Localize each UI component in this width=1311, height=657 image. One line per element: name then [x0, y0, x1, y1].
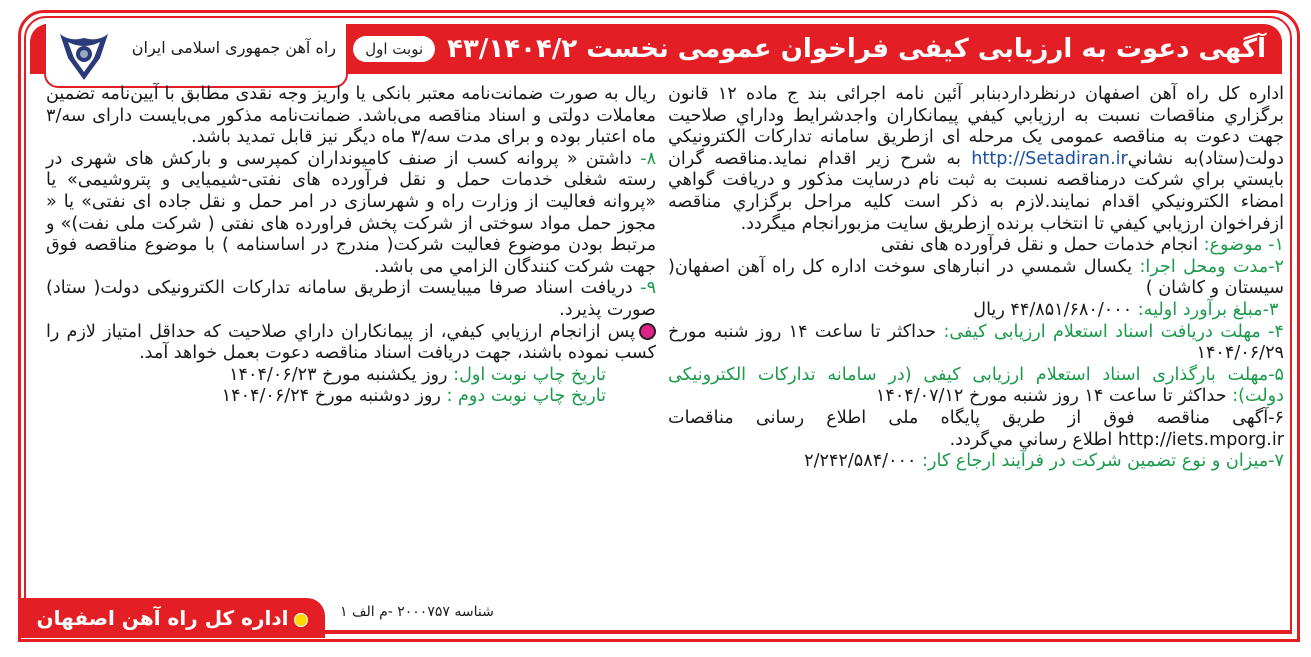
- right-column: [668, 84, 1284, 473]
- bottom-rule: [320, 630, 1290, 634]
- organization-box: [44, 24, 348, 88]
- header-row: [360, 24, 1266, 74]
- item-6: [668, 408, 1284, 451]
- item-label: ۷-میزان و نوع تضمین شرکت در فرآیند ارجاع کار:: [922, 451, 1284, 472]
- ad-title: آگهی دعوت به ارزیابی کیفی فراخوان عمومی نخست ۴۳/۱۴۰۴/۲: [447, 34, 1266, 64]
- print-date-1: [46, 365, 656, 387]
- issuer-name: اداره کل راه آهن اصفهان: [36, 606, 289, 630]
- item-label: ۱- موضوع:: [1203, 235, 1284, 256]
- yellow-dot-icon: [294, 613, 308, 627]
- item-text: دریافت اسناد صرفا میبایست ازطریق سامانه تدارکات الکترونیکی دولت( ستاد) صورت پذیرد.: [46, 278, 656, 320]
- item-9: [46, 278, 656, 321]
- item-label: ۸-: [640, 148, 657, 169]
- item-text: انجام خدمات حمل و نقل فرآورده های نفتی: [880, 235, 1199, 256]
- item-text: حداکثر تا ساعت ۱۴ روز شنبه مورخ ۱۴۰۴/۰۷/۱۲: [875, 386, 1227, 407]
- item-text: داشتن « پروانه کسب از صنف کامیونداران کمپرسی و بارکش های شهری در رسته شغلی خدمات حمل و نقل فرآورده های نفتی-شیمیایی و پتروشیمی» یا «پروانه فعالیت از وزارت راه و شهرسازی در امر حمل و نقل جاده ای نفتی» یا « مجوز حمل مواد سوختی از شرکت پخش فراورده های نفتی ( شرکت ملی نفت)» و مرتبط بودن موضوع فعالیت شرکت( مندرج در اساسنامه ) با موضوع مناقصه فوق جهت شرکت کنندگان الزامي می باشد.: [46, 148, 656, 277]
- note-paragraph: [46, 322, 656, 365]
- bullet-dot-icon: [639, 323, 656, 340]
- item-text: ۲/۲۴۲/۵۸۴/۰۰۰: [804, 451, 917, 472]
- item-5: [668, 365, 1284, 408]
- item-label: ۲-مدت ومحل اجرا:: [1139, 256, 1284, 277]
- item-4: [668, 322, 1284, 365]
- left-column: [46, 84, 656, 408]
- item-label: ۳-مبلغ برآورد اولیه:: [1137, 299, 1279, 320]
- item-1: [668, 235, 1284, 257]
- ad-id: شناسه ۲۰۰۰۷۵۷ -م الف ۱: [340, 604, 494, 620]
- item-text: یکسال شمسي در انبارهای سوخت اداره کل راه آهن اصفهان( سیستان و کاشان ): [668, 256, 1284, 299]
- item-7: [668, 451, 1284, 473]
- issuer-tag: [20, 598, 325, 638]
- item-label: ۴- مهلت دریافت اسناد استعلام ارزیابی کیفی:: [943, 321, 1284, 342]
- setadiran-link[interactable]: http://Setadiran.ir: [971, 148, 1128, 169]
- item-label: ۵-مهلت بارگذاری اسناد استعلام ارزیابی کیفی (در سامانه تدارکات الکترونیکی دولت):: [668, 364, 1284, 407]
- date-text: روز یکشنبه مورخ ۱۴۰۴/۰۶/۲۳: [229, 364, 448, 385]
- organization-name: راه آهن جمهوری اسلامی ایران: [131, 38, 336, 57]
- intro-text: اداره کل راه آهن اصفهان درنظرداردبنابر آئین نامه اجرائی بند ج ماده ۱۲ قانون برگزاري مناقصات نسبت به ارزيابي كيفي پيمانكاران واجدشرايط وداراي صلاحيت جهت دعوت به مناقصه عمومی یک مرحله ای ازطريق سامانه تداركات الكترونيكي دولت(ستاد)به نشاني: [668, 84, 1284, 169]
- guarantee-paragraph: ریال به صورت ضمانت‌نامه معتبر بانکی یا واریز وجه نقدی مطابق با آیین‌نامه تضمین معاملات دولتی و اسناد مناقصه می‌باشد. ضمانت‌نامه مذکور می‌بایست دارای سه/۳ ماه اعتبار بوده و برای مدت سه/۳ ماه دیگر نیز قابل تمدید باشد.: [46, 84, 656, 148]
- intro-paragraph: [668, 84, 1284, 235]
- item-text: ۶-آگهی مناقصه فوق از طریق پایگاه ملی اطلاع رسانی مناقصات http://iets.mporg.ir اطلاع رساني مي‌گردد.: [668, 407, 1284, 450]
- item-8: [46, 149, 656, 279]
- round-badge: نوبت اول: [353, 36, 435, 62]
- item-2: [668, 257, 1284, 300]
- item-3: [668, 300, 1284, 322]
- item-text: حداکثر تا ساعت ۱۴ روز شنبه مورخ ۱۴۰۴/۰۶/۲۹: [668, 321, 1284, 364]
- date-text: روز دوشنبه مورخ ۱۴۰۴/۰۶/۲۴: [221, 386, 441, 407]
- date-label: تاریخ چاپ نوبت اول:: [453, 364, 606, 385]
- item-label: ۹-: [640, 278, 657, 299]
- railway-emblem-icon: [56, 28, 112, 82]
- print-date-2: [46, 386, 656, 408]
- note-text: پس ازانجام ارزيابي كيفي، از پيمانكاران داراي صلاحيت كه حداقل امتياز لازم را كسب نموده باشند، جهت دريافت اسناد مناقصه دعوت بعمل خواهد آمد.: [46, 321, 656, 364]
- intro-text-2: به شرح زير اقدام نمايد.مناقصه گران بايستي براي شركت درمناقصه نسبت به ثبت نام درسايت مذكور و دريافت گواهي امضاء الكترونيكي اقدام نمايند.لازم به ذکر است كليه مراحل برگزاري مناقصه ازفراخوان ارزيابي كيفي تا انتخاب برنده ازطريق سايت مزبورانجام ميگردد.: [668, 148, 1284, 234]
- item-text: ۴۴/۸۵۱/۶۸۰/۰۰۰ ریال: [973, 299, 1133, 320]
- date-label: تاریخ چاپ نوبت دوم :: [446, 386, 606, 407]
